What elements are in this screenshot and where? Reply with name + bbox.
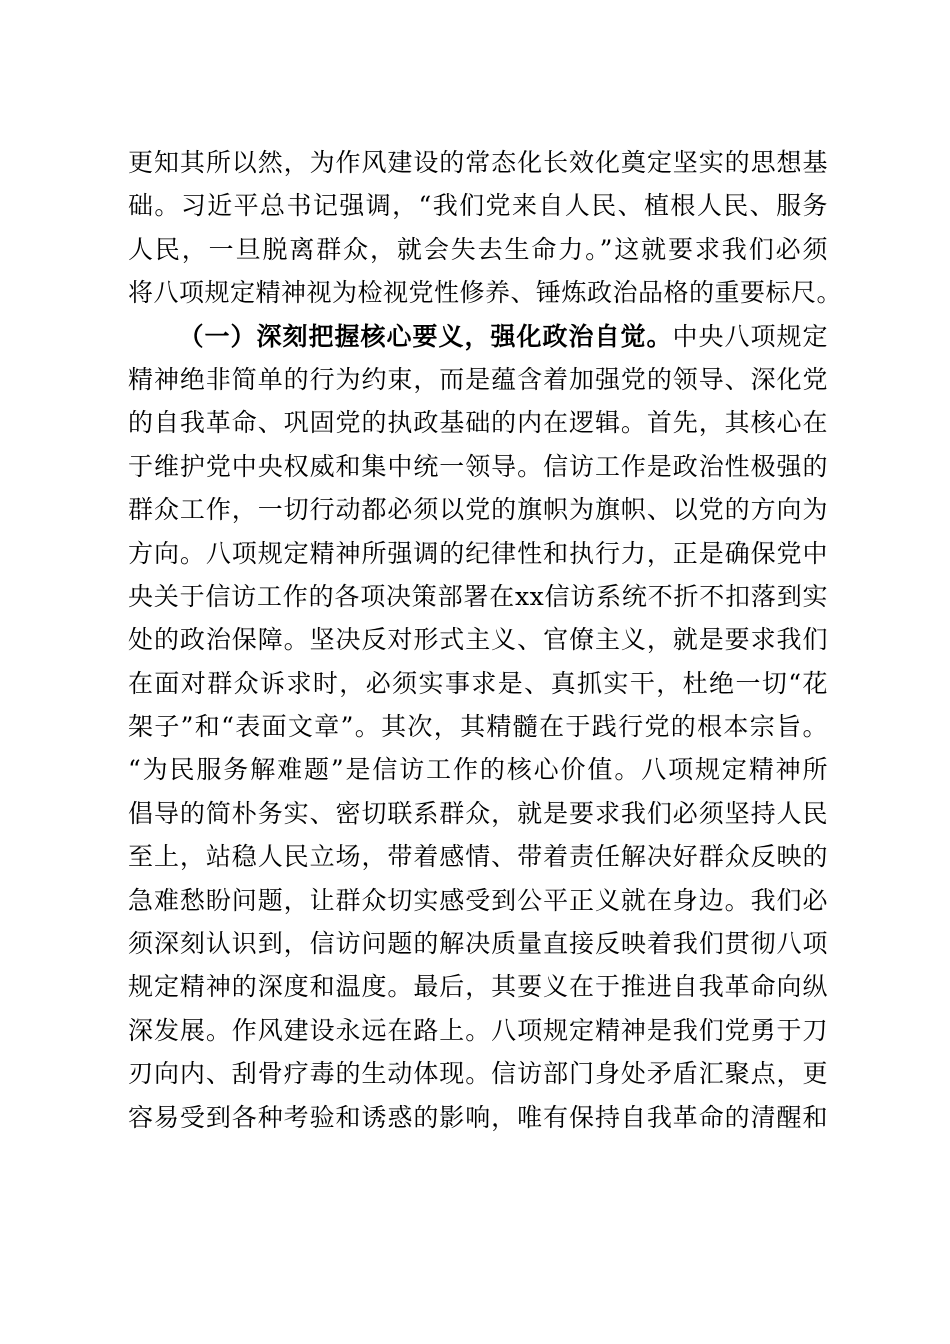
paragraph-line: 急难愁盼问题，让群众切实感受到公平正义就在身边。我们必 [128,885,828,915]
paragraph-line: 人民，一旦脱离群众，就会失去生命力。”这就要求我们必须 [128,234,828,264]
document-body [128,141,843,1139]
paragraph-line: 央关于信访工作的各项决策部署在xx信访系统不折不扣落到实 [128,581,828,611]
section-heading: （一）深刻把握核心要义，强化政治自觉。 [178,321,673,351]
paragraph-line: 更知其所以然，为作风建设的常态化长效化奠定坚实的思想基 [128,148,828,177]
paragraph-line: 规定精神的深度和温度。最后，其要义在于推进自我革命向纵 [128,972,828,1002]
paragraph-line: 深发展。作风建设永远在路上。八项规定精神是我们党勇于刀 [128,1015,828,1045]
paragraph-line: 容易受到各种考验和诱惑的影响，唯有保持自我革命的清醒和 [128,1102,828,1132]
paragraph-line: 须深刻认识到，信访问题的解决质量直接反映着我们贯彻八项 [128,929,828,959]
paragraph-line: 的自我革命、巩固党的执政基础的内在逻辑。首先，其核心在 [128,408,828,438]
paragraph-line: 至上，站稳人民立场，带着感情、带着责任解决好群众反映的 [128,842,828,872]
paragraph-line: 精神绝非简单的行为约束，而是蕴含着加强党的领导、深化党 [128,364,828,394]
paragraph-line: 架子”和“表面文章”。其次，其精髓在于践行党的根本宗旨。 [128,712,828,742]
paragraph-line: 础。习近平总书记强调，“我们党来自人民、植根人民、服务 [128,191,828,221]
paragraph-line: 处的政治保障。坚决反对形式主义、官僚主义，就是要求我们 [128,625,828,655]
paragraph-line: “为民服务解难题”是信访工作的核心价值。八项规定精神所 [128,755,828,785]
heading-line-rest: 中央八项规定 [672,321,828,351]
paragraph-line: 在面对群众诉求时，必须实事求是、真抓实干，杜绝一切“花 [128,668,828,698]
paragraph-line: 群众工作，一切行动都必须以党的旗帜为旗帜、以党的方向为 [128,495,828,525]
paragraph-line: 将八项规定精神视为检视党性修养、锤炼政治品格的重要标尺。 [128,278,843,308]
paragraph-line: 刃向内、刮骨疗毒的生动体现。信访部门身处矛盾汇聚点，更 [128,1059,828,1089]
paragraph-line: 方向。八项规定精神所强调的纪律性和执行力，正是确保党中 [128,538,828,568]
section-heading-line [128,315,828,358]
paragraph-line: 倡导的简朴务实、密切联系群众，就是要求我们必须坚持人民 [128,798,828,828]
paragraph-line: 于维护党中央权威和集中统一领导。信访工作是政治性极强的 [128,451,828,481]
